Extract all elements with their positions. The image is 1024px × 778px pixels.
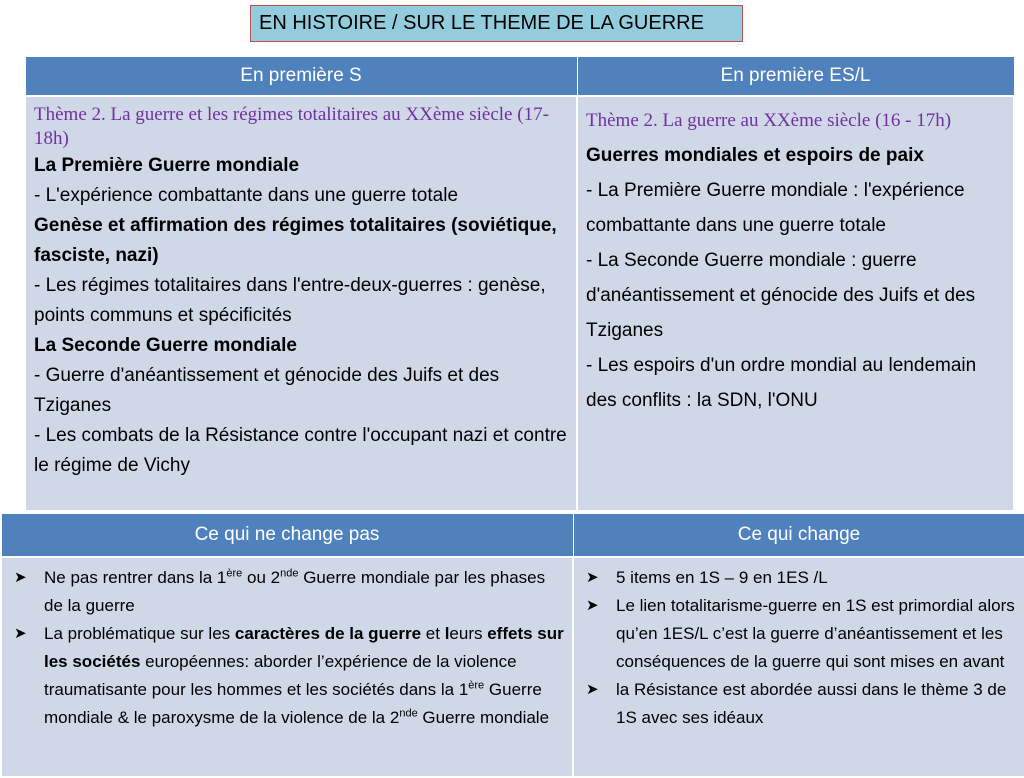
page-title: [250, 5, 743, 42]
section-heading: Guerres mondiales et espoirs de paix: [586, 145, 924, 166]
list-item: - Les espoirs d'un ordre mondial au lendemain des conflits : la SDN, l'ONU: [586, 355, 977, 411]
header-premiere-es-l: En première ES/L: [577, 57, 1014, 97]
table-header-row: [1, 514, 1024, 558]
arrow-bullet-icon: ➤: [586, 569, 599, 586]
list-item: - Les combats de la Résistance contre l'occupant nazi et contre le régime de Vichy: [34, 425, 567, 476]
changed-cell: [573, 557, 1024, 777]
list-item: ➤ 5 items en 1S – 9 en 1ES /L: [584, 564, 1016, 592]
section-heading: Genèse et affirmation des régimes totalitaires (soviétique, fasciste, nazi): [34, 215, 557, 266]
list-item: - L'expérience combattante dans une guerre totale: [34, 185, 459, 206]
header-premiere-s: En première S: [25, 57, 577, 97]
table-row: [1, 557, 1024, 777]
header-ce-qui-change: Ce qui change: [573, 514, 1024, 558]
table-header-row: [25, 57, 1014, 97]
list-item: - La Seconde Guerre mondiale : guerre d'anéantissement et génocide des Juifs et des Tziganes: [586, 250, 976, 341]
page-title-text: EN HISTOIRE / SUR LE THEME DE LA GUERRE: [259, 12, 704, 34]
premiere-es-l-cell: [577, 96, 1014, 511]
list-item: - Les régimes totalitaires dans l'entre-deux-guerres : genèse, points communs et spécificités: [34, 275, 546, 326]
unchanged-list: [12, 564, 564, 732]
theme-heading: Thème 2. La guerre et les régimes totalitaires au XXème siècle (17-18h): [34, 104, 549, 149]
table-row: [25, 96, 1014, 511]
changed-list: [584, 564, 1016, 732]
unchanged-cell: [1, 557, 573, 777]
list-item: ➤ La problématique sur les caractères de la guerre et leurs effets sur les sociétés européennes: aborder l’expérience de la violence traumatisante pour les hommes et les sociétés dans la 1ère Guerre mondiale & le paroxysme de la violence de la 2nde Guerre mondiale: [12, 620, 564, 732]
premiere-s-cell: [25, 96, 577, 511]
changes-table: [0, 513, 1024, 778]
list-item: ➤ Ne pas rentrer dans la 1ère ou 2nde Guerre mondiale par les phases de la guerre: [12, 564, 564, 620]
header-ce-qui-ne-change-pas: Ce qui ne change pas: [1, 514, 573, 558]
arrow-bullet-icon: ➤: [14, 569, 27, 586]
section-heading: La Première Guerre mondiale: [34, 155, 300, 176]
arrow-bullet-icon: ➤: [14, 625, 27, 642]
arrow-bullet-icon: ➤: [586, 597, 599, 614]
list-item: ➤ la Résistance est abordée aussi dans le thème 3 de 1S avec ses idéaux: [584, 676, 1016, 732]
list-item: - La Première Guerre mondiale : l'expérience combattante dans une guerre totale: [586, 180, 965, 236]
theme-heading: Thème 2. La guerre au XXème siècle (16 - 17h): [586, 110, 952, 131]
section-heading: La Seconde Guerre mondiale: [34, 335, 297, 356]
arrow-bullet-icon: ➤: [586, 681, 599, 698]
list-item: - Guerre d'anéantissement et génocide des Juifs et des Tziganes: [34, 365, 500, 416]
list-item: ➤ Le lien totalitarisme-guerre en 1S est primordial alors qu’en 1ES/L c’est la guerre d’anéantissement et les conséquences de la guerre qui sont mises en avant: [584, 592, 1016, 676]
programme-comparison-table: [24, 56, 1015, 512]
